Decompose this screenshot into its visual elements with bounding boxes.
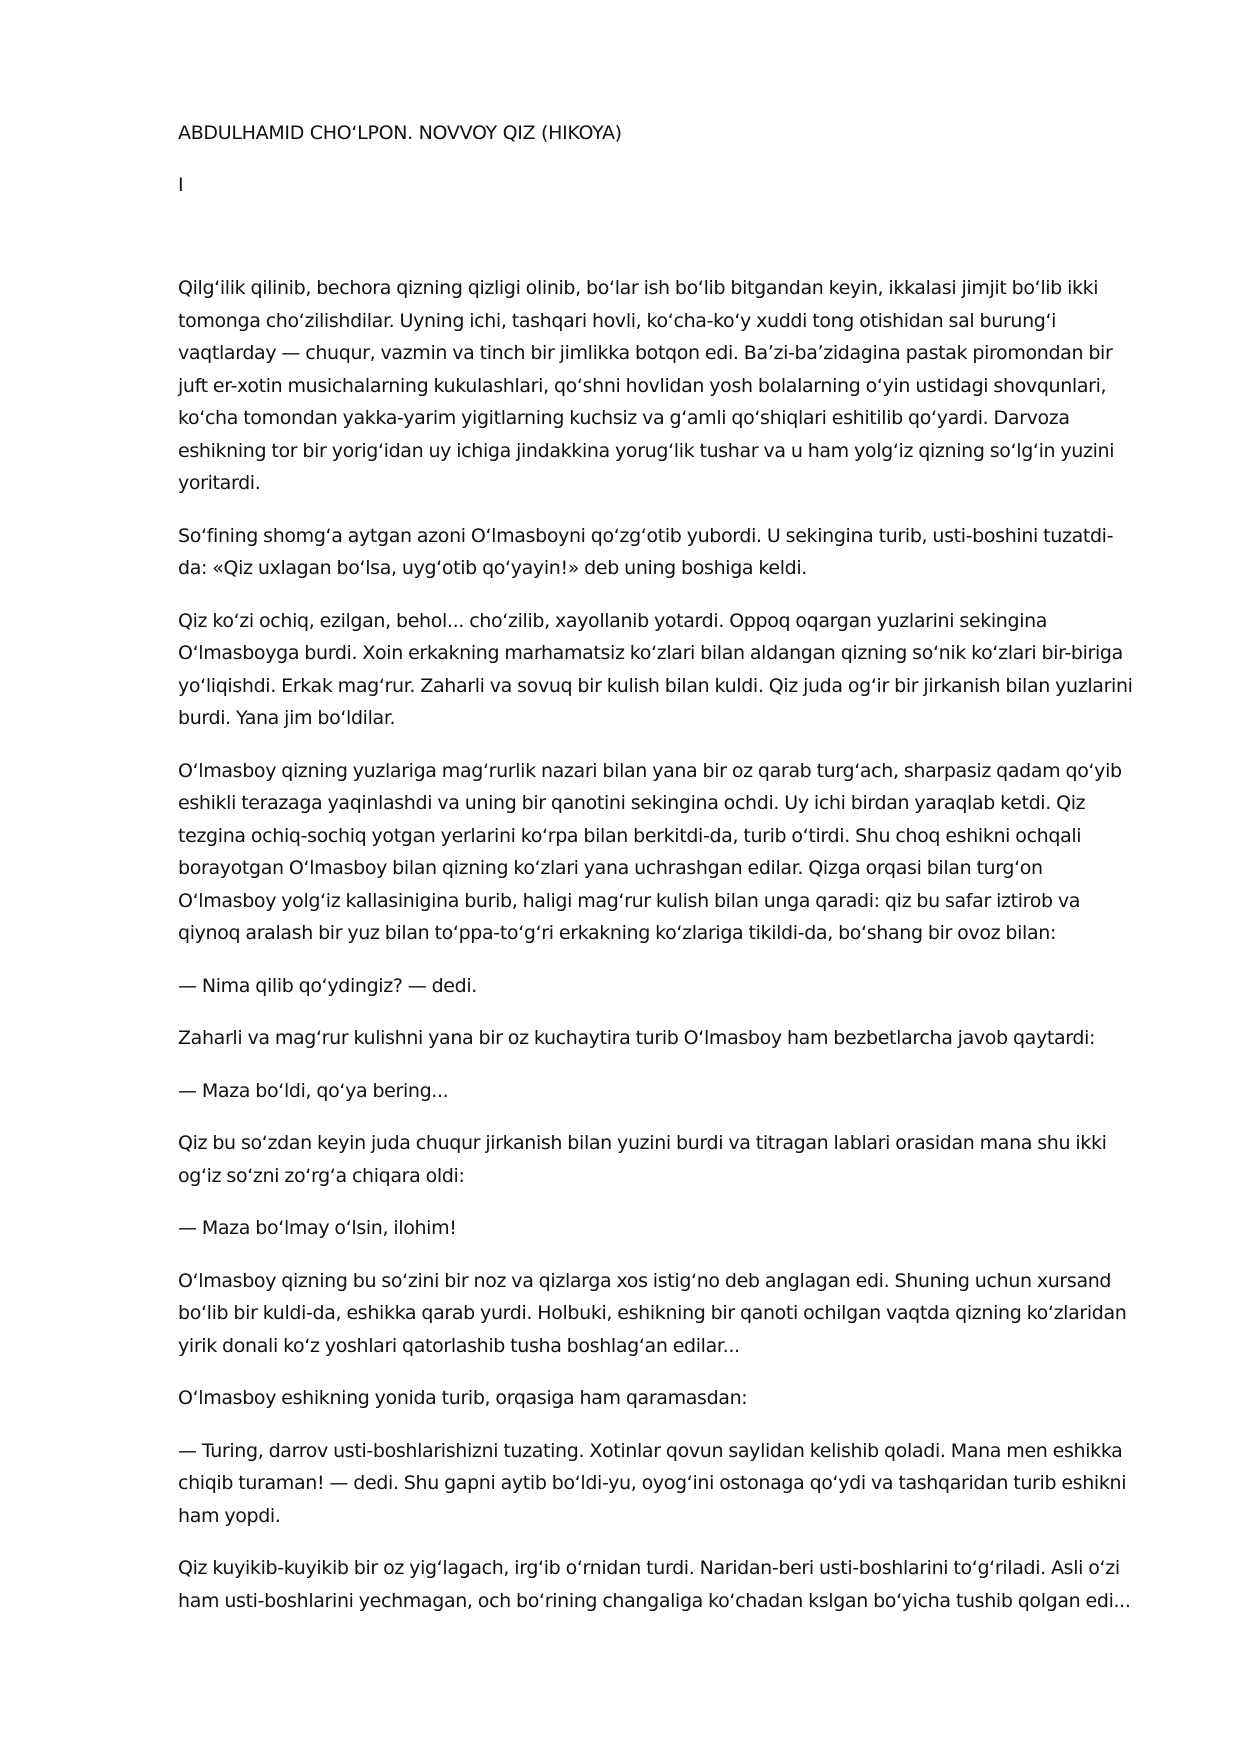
- paragraph: [178, 1435, 1152, 1533]
- paragraph-line: juft er-xotin musichalarning kukulashlari, qoʻshni hovlidan yosh bolalarning oʻyin ustidagi shovqunlari,: [178, 374, 1107, 397]
- paragraph-line: Qiz koʻzi ochiq, ezilgan, behol... choʻzilib, xayollanib yotardi. Oppoq oqargan yuzlarini sekingina: [178, 609, 1048, 632]
- paragraph-line: yirik donali koʻz yoshlari qatorlashib tusha boshlagʻan edilar...: [178, 1334, 740, 1357]
- paragraph-line: Zaharli va magʻrur kulishni yana bir oz kuchaytira turib Oʻlmasboy ham bezbetlarcha javob qaytardi:: [178, 1027, 1096, 1049]
- paragraph: [178, 1265, 1152, 1363]
- document-body: [178, 272, 1152, 1617]
- paragraph-line: boʻlib bir kuldi-da, eshikka qarab yurdi. Holbuki, eshikning bir qanoti ochilgan vaqtda qizning koʻzlaridan: [178, 1302, 1127, 1324]
- paragraph-line: burdi. Yana jim boʻldilar.: [178, 707, 396, 729]
- paragraph-line: tomonga choʻzilishdilar. Uyning ichi, tashqari hovli, koʻcha-koʻy xuddi tong otishidan sal burungʻi: [178, 309, 1057, 332]
- paragraph-line: Oʻlmasboy yolgʻiz kallasinigina burib, haligi magʻrur kulish bilan unga qaradi: qiz bu safar iztirob va: [178, 889, 1081, 912]
- paragraph-line: Oʻlmasboy qizning bu soʻzini bir noz va qizlarga xos istigʻno deb anglagan edi. Shuning uchun xursand: [178, 1269, 1112, 1292]
- paragraph-line: — Turing, darrov usti-boshlarishizni tuzating. Xotinlar qovun saylidan kelishib qoladi. Mana men eshikka: [178, 1439, 1123, 1462]
- paragraph-line: Oʻlmasboy qizning yuzlariga magʻrurlik nazari bilan yana bir oz qarab turgʻach, sharpasiz qadam qoʻyib: [178, 759, 1122, 782]
- paragraph-line: Oʻlmasboyga burdi. Xoin erkakning marhamatsiz koʻzlari bilan aldangan qizning soʻnik koʻzlari bir-biriga: [178, 642, 1123, 664]
- paragraph-line: Soʻfining shomgʻa aytgan azoni Oʻlmasboyni qoʻzgʻotib yubordi. U sekingina turib, usti-boshini tuzatdi-: [178, 524, 1114, 547]
- paragraph-line: — Nima qilib qoʻydingiz? — dedi.: [178, 974, 477, 997]
- paragraph-line: da: «Qiz uxlagan boʻlsa, uygʻotib qoʻyayin!» deb uning boshiga keldi.: [178, 557, 807, 579]
- paragraph-line: Qiz bu soʻzdan keyin juda chuqur jirkanish bilan yuzini burdi va titragan lablari orasidan mana shu ikki: [178, 1132, 1107, 1154]
- paragraph-line: vaqtlarday — chuqur, vazmin va tinch bir jimlikka botqon edi. Baʼzi-baʼzidagina pastak piromondan bir: [178, 342, 1113, 364]
- paragraph-line: — Maza boʻlmay oʻlsin, ilohim!: [178, 1217, 457, 1239]
- paragraph-line: Qilgʻilik qilinib, bechora qizning qizligi olinib, boʻlar ish boʻlib bitgandan keyin, ikkalasi jimjit boʻlib ikki: [178, 277, 1099, 299]
- paragraph-line: chiqib turaman! — dedi. Shu gapni aytib boʻldi-yu, oyogʻini ostonaga qoʻydi va tashqaridan turib eshikni: [178, 1472, 1127, 1494]
- paragraph: [178, 1552, 1152, 1617]
- paragraph-line: ham yopdi.: [178, 1504, 281, 1527]
- paragraph: [178, 1382, 1152, 1415]
- document-title: ABDULHAMID CHOʻLPON. NOVVOY QIZ (HIKOYA): [178, 122, 622, 144]
- paragraph: [178, 520, 1152, 585]
- paragraph-line: eshikning tor bir yorigʻidan uy ichiga jindakkina yorugʻlik tushar va u ham yolgʻiz qizning soʻlgʻin yuzini: [178, 439, 1115, 462]
- paragraph-line: eshikli terazaga yaqinlashdi va uning bir qanotini sekingina ochdi. Uy ichi birdan yaraqlab ketdi. Qiz: [178, 792, 1086, 814]
- paragraph: [178, 970, 1152, 1003]
- paragraph-line: ham usti-boshlarini yechmagan, och boʻrining changaliga koʻchadan kslgan boʻyicha tushib qolgan edi...: [178, 1589, 1131, 1612]
- paragraph-line: ogʻiz soʻzni zoʻrgʻa chiqara oldi:: [178, 1164, 465, 1187]
- paragraph: [178, 755, 1152, 950]
- paragraph-line: — Maza boʻldi, qoʻya bering...: [178, 1079, 449, 1102]
- paragraph-line: qiynoq aralash bir yuz bilan toʻppa-toʻgʻri erkakning koʻzlariga tikildi-da, boʻshang bir ovoz bilan:: [178, 922, 1057, 944]
- paragraph: [178, 1212, 1152, 1245]
- paragraph: [178, 605, 1152, 735]
- paragraph-line: koʻcha tomondan yakka-yarim yigitlarning kuchsiz va gʻamli qoʻshiqlari eshitilib qoʻyardi. Darvoza: [178, 407, 1070, 429]
- paragraph: [178, 272, 1152, 500]
- chapter-number: I: [178, 174, 184, 196]
- paragraph-line: yoʻliqishdi. Erkak magʻrur. Zaharli va sovuq bir kulish bilan kuldi. Qiz juda ogʻir bir jirkanish bilan yuzlarini: [178, 674, 1133, 697]
- paragraph: [178, 1075, 1152, 1108]
- paragraph-line: borayotgan Oʻlmasboy bilan qizning koʻzlari yana uchrashgan edilar. Qizga orqasi bilan turgʻon: [178, 857, 1043, 879]
- paragraph-line: yoritardi.: [178, 472, 261, 494]
- paragraph-line: tezgina ochiq-sochiq yotgan yerlarini koʻrpa bilan berkitdi-da, turib oʻtirdi. Shu choq eshikni ochqali: [178, 824, 1082, 847]
- paragraph: [178, 1127, 1152, 1192]
- paragraph-line: Oʻlmasboy eshikning yonida turib, orqasiga ham qaramasdan:: [178, 1387, 748, 1409]
- paragraph: [178, 1022, 1152, 1055]
- paragraph-line: Qiz kuyikib-kuyikib bir oz yigʻlagach, irgʻib oʻrnidan turdi. Naridan-beri usti-boshlarini toʻgʻriladi. Asli oʻzi: [178, 1557, 1120, 1579]
